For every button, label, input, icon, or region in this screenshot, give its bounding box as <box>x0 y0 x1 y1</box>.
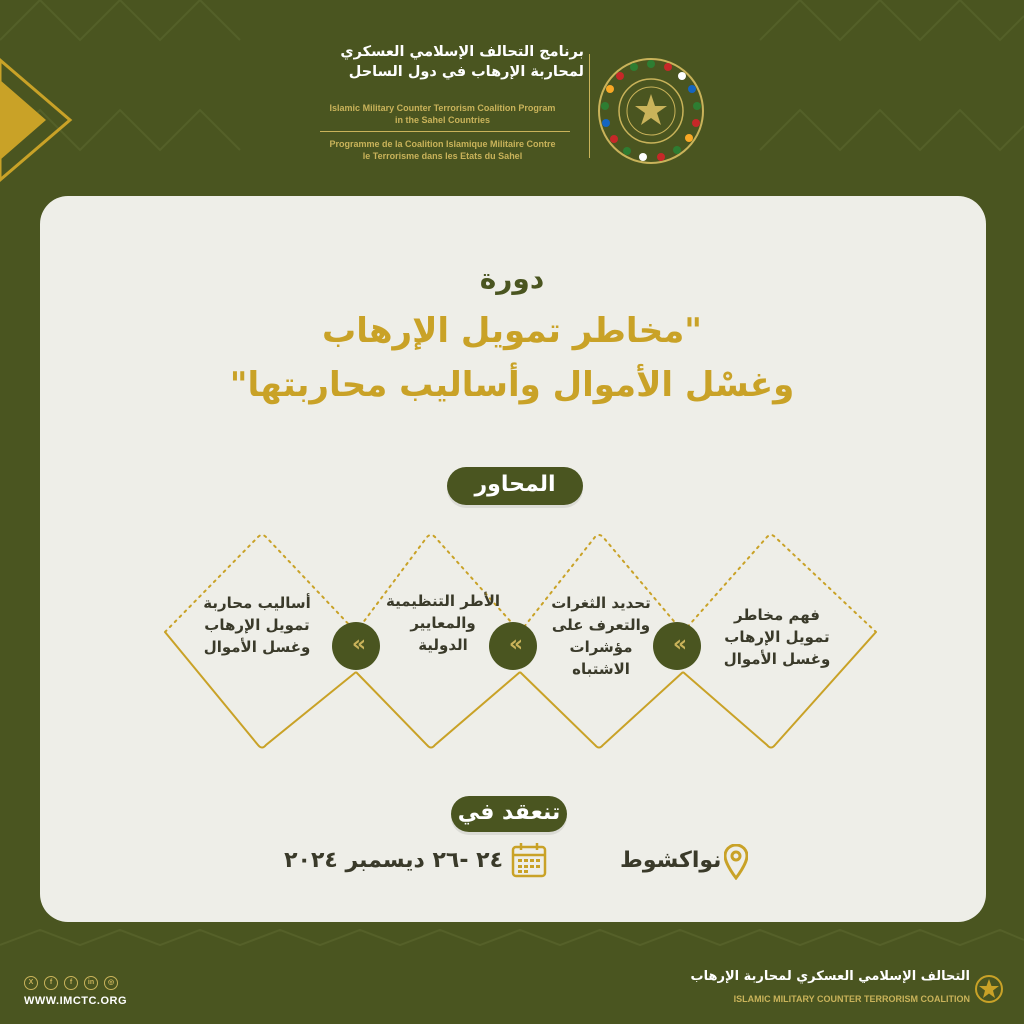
axis-item-2-line1: تحديد الثغرات <box>551 594 651 612</box>
coalition-name-arabic: التحالف الإسلامي العسكري لمحاربة الإرهاب <box>690 969 970 984</box>
instagram-icon[interactable]: ◎ <box>104 976 118 990</box>
website-link[interactable]: WWW.IMCTC.ORG <box>24 995 128 1007</box>
axis-item-4-line2: تمويل الإرهاب <box>204 616 310 634</box>
social-links <box>24 976 118 990</box>
program-title-french-line1: Programme de la Coalition Islamique Militaire Contre <box>329 139 556 149</box>
map-pin-icon <box>724 844 748 880</box>
program-title-english <box>300 102 585 126</box>
axis-item-2-line4: الاشتباه <box>572 660 630 678</box>
location-text: نواكشوط <box>620 848 722 873</box>
course-title-line2: وغسْل الأموال وأساليب محاربتها" <box>229 365 795 405</box>
chevron-left-icon: « <box>489 622 537 670</box>
coalition-logo <box>596 56 706 166</box>
program-title-french <box>300 138 585 162</box>
axis-item-4-line1: أساليب محاربة <box>203 594 311 612</box>
course-title-line1: "مخاطر تمويل الإرهاب <box>322 311 702 351</box>
course-label: دورة <box>479 262 545 295</box>
axis-item-1-line3: وغسل الأموال <box>723 650 831 668</box>
calendar-icon <box>511 842 547 878</box>
axis-item-3-line1: الأطر التنظيمية <box>385 592 501 610</box>
axes-heading-badge: المحاور <box>447 467 583 505</box>
program-title-arabic-line2: لمحاربة الإرهاب في دول الساحل <box>348 64 584 80</box>
dates-text: ٢٤ -٢٦ ديسمبر ٢٠٢٤ <box>284 848 503 873</box>
linkedin-icon[interactable]: in <box>84 976 98 990</box>
axis-item-4-line3: وغسل الأموال <box>203 638 311 656</box>
chevron-left-icon: « <box>653 622 701 670</box>
held-in-badge: تنعقد في <box>451 796 567 832</box>
x-icon[interactable]: X <box>24 976 38 990</box>
event-dates <box>285 842 550 882</box>
axis-item-3 <box>383 590 503 656</box>
axis-item-1-line1: فهم مخاطر <box>734 606 820 624</box>
header-separator <box>320 131 570 132</box>
chevron-left-icon: « <box>332 622 380 670</box>
axis-item-2-line2: والتعرف على <box>551 616 651 634</box>
axis-item-4 <box>202 592 312 658</box>
axis-item-2-line3: مؤشرات <box>569 638 633 656</box>
facebook-icon[interactable]: f <box>64 976 78 990</box>
program-title-arabic-line1: برنامج التحالف الإسلامي العسكري <box>340 44 584 60</box>
axis-item-3-line2: والمعايير <box>410 614 476 632</box>
coalition-name-english: ISLAMIC MILITARY COUNTER TERRORISM COALITION <box>733 994 970 1004</box>
axis-item-1-line2: تمويل الإرهاب <box>724 628 830 646</box>
program-title-english-line1: Islamic Military Counter Terrorism Coalition Program <box>329 103 556 113</box>
program-title-french-line2: le Terrorisme dans les Etats du Sahel <box>362 151 523 161</box>
axis-item-2 <box>546 592 656 680</box>
event-location <box>620 842 750 882</box>
facebook-icon[interactable]: f <box>44 976 58 990</box>
program-title-english-line2: in the Sahel Countries <box>394 115 490 125</box>
axis-item-3-line3: الدولية <box>418 636 468 654</box>
coalition-emblem-icon <box>974 974 1004 1004</box>
header-divider <box>589 54 590 158</box>
axis-item-1 <box>722 604 832 670</box>
